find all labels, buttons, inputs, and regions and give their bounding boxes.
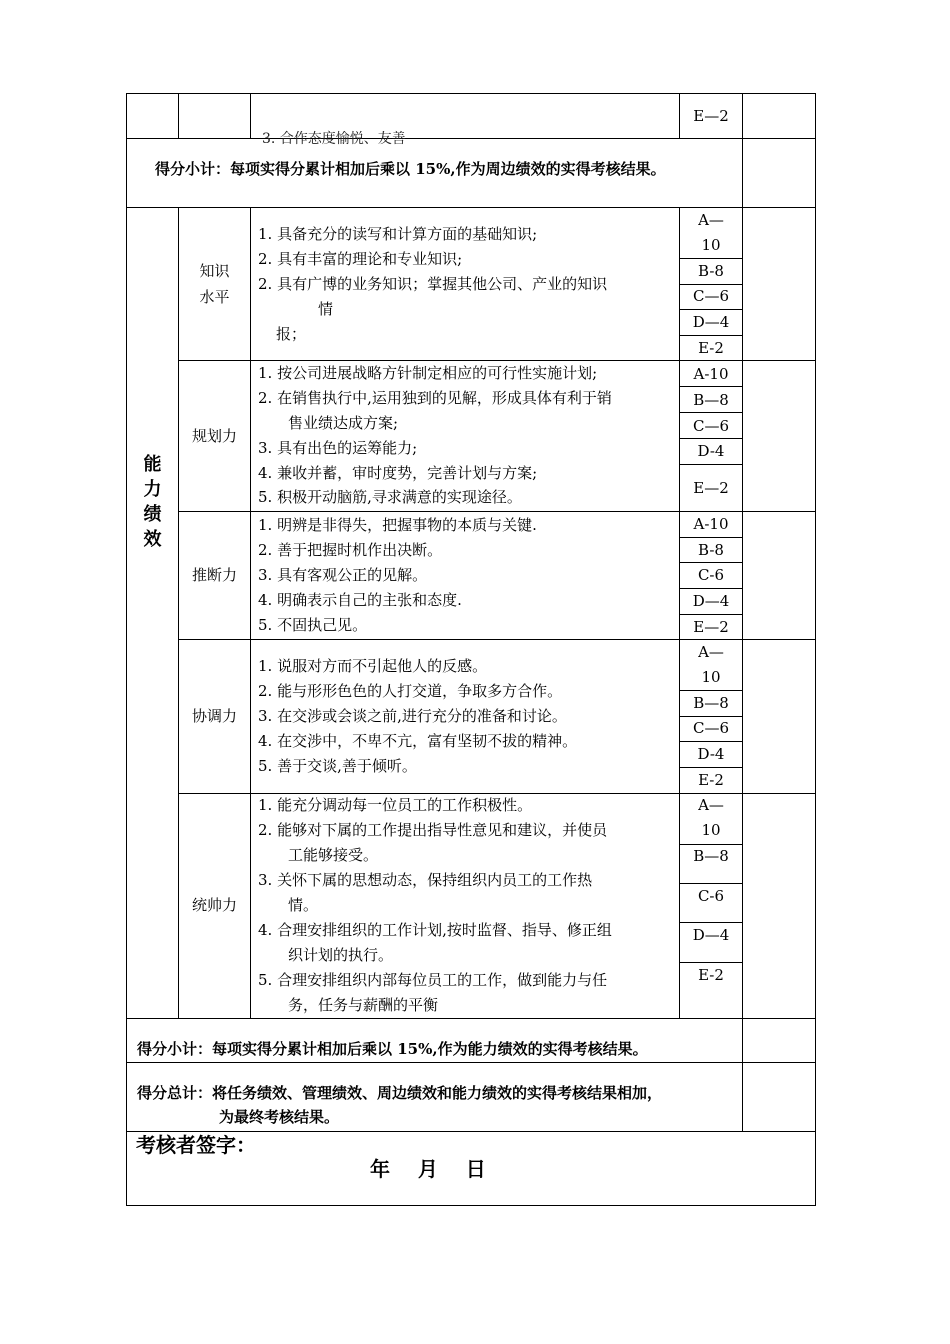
criterion-line: 2. 能够对下属的工作提出指导性意见和建议，并使员 bbox=[258, 821, 608, 839]
grade-a: A— bbox=[698, 796, 724, 814]
grade-d: D—4 bbox=[692, 926, 730, 944]
grade-a: 10 bbox=[701, 821, 721, 839]
grade-b: B—8 bbox=[693, 694, 729, 712]
grade-e: E-2 bbox=[698, 771, 724, 789]
criterion-line: 1. 明辨是非得失，把握事物的本质与关键. bbox=[258, 516, 537, 534]
grade-d: D-4 bbox=[697, 442, 725, 460]
grade-a: A-10 bbox=[693, 365, 729, 383]
criterion-line: 4. 明确表示自己的主张和态度. bbox=[258, 591, 462, 609]
grade-b: B-8 bbox=[698, 262, 724, 280]
grade-a: A-10 bbox=[693, 515, 729, 533]
section-char: 效 bbox=[143, 529, 162, 550]
category-leadership: 统帅力 bbox=[191, 896, 237, 914]
grade-a: 10 bbox=[701, 668, 721, 686]
criterion-line: 4. 合理安排组织的工作计划,按时监督、指导、修正组 bbox=[258, 921, 612, 939]
criterion-line: 2. 具有丰富的理论和专业知识; bbox=[258, 250, 463, 268]
grade-c: C—6 bbox=[692, 417, 730, 435]
criterion-line: 4. 在交涉中，不卑不亢，富有坚韧不拔的精神。 bbox=[258, 732, 578, 750]
grade-c: C-6 bbox=[697, 887, 725, 905]
criterion-line: 3. 在交涉或会谈之前,进行充分的准备和讨论。 bbox=[258, 707, 567, 725]
criterion-line: 务，任务与薪酬的平衡 bbox=[288, 996, 439, 1014]
criterion-line: 2. 能与形形色色的人打交道，争取多方合作。 bbox=[258, 682, 563, 700]
grade-c: C—6 bbox=[692, 287, 730, 305]
criterion-line: 1. 说服对方而不引起他人的反感。 bbox=[258, 657, 488, 675]
grade-b: B-8 bbox=[698, 541, 724, 559]
grade-a: A— bbox=[698, 211, 724, 229]
subtotal-ability: 得分小计：每项实得分累计相加后乘以 15%,作为能力绩效的实得考核结果。 bbox=[137, 1040, 648, 1058]
cut-criterion-text: 3. 合作态度愉悦、友善 bbox=[262, 131, 406, 147]
section-char: 力 bbox=[143, 479, 162, 500]
grade-c: C—6 bbox=[692, 719, 730, 737]
criterion-line: 售业绩达成方案; bbox=[288, 414, 399, 432]
criterion-line: 2. 善于把握时机作出决断。 bbox=[258, 541, 443, 559]
grade-a: 10 bbox=[701, 236, 721, 254]
criterion-line: 1. 能充分调动每一位员工的工作积极性。 bbox=[258, 796, 533, 814]
criterion-line: 情 bbox=[318, 300, 334, 318]
subtotal-peripheral: 得分小计：每项实得分累计相加后乘以 15%,作为周边绩效的实得考核结果。 bbox=[155, 160, 666, 178]
grade-c: C-6 bbox=[697, 566, 725, 584]
criterion-line: 2. 在销售执行中,运用独到的见解，形成具体有利于销 bbox=[258, 389, 612, 407]
section-label-ability bbox=[127, 452, 178, 552]
grade-b: B—8 bbox=[693, 847, 729, 865]
signature-label: 考核者签字： bbox=[136, 1133, 256, 1157]
grade-d: D—4 bbox=[692, 313, 730, 331]
criterion-line: 3. 关怀下属的思想动态，保持组织内员工的工作热 bbox=[258, 871, 593, 889]
criterion-line: 4. 兼收并蓄，审时度势，完善计划与方案; bbox=[258, 464, 538, 482]
category-knowledge: 知识 bbox=[199, 262, 230, 280]
criterion-line: 5. 积极开动脑筋,寻求满意的实现途径。 bbox=[258, 488, 522, 506]
criterion-line: 2. 具有广博的业务知识；掌握其他公司、产业的知识 bbox=[258, 275, 608, 293]
criterion-line: 5. 善于交谈,善于倾听。 bbox=[258, 757, 417, 775]
criterion-line: 报； bbox=[276, 325, 307, 343]
criterion-line: 5. 不固执己见。 bbox=[258, 616, 368, 634]
category-planning: 规划力 bbox=[191, 427, 237, 445]
grade-e: E-2 bbox=[698, 966, 724, 984]
category-knowledge: 水平 bbox=[199, 288, 230, 306]
signature-date: 年 月 日 bbox=[370, 1157, 486, 1181]
section-char: 能 bbox=[143, 454, 162, 475]
total-score-line: 为最终考核结果。 bbox=[219, 1108, 340, 1126]
criterion-line: 织计划的执行。 bbox=[288, 946, 394, 964]
criterion-line: 工能够接受。 bbox=[288, 846, 379, 864]
criterion-line: 1. 按公司进展战略方针制定相应的可行性实施计划; bbox=[258, 364, 598, 382]
category-coordination: 协调力 bbox=[191, 707, 237, 725]
grade-d: D-4 bbox=[697, 745, 725, 763]
criterion-line: 3. 具有出色的运筹能力; bbox=[258, 439, 418, 457]
grade-b: B—8 bbox=[693, 391, 729, 409]
total-score-line: 得分总计：将任务绩效、管理绩效、周边绩效和能力绩效的实得考核结果相加， bbox=[137, 1084, 663, 1102]
criterion-line: 5. 合理安排组织内部每位员工的工作，做到能力与任 bbox=[258, 971, 608, 989]
grade-d: D—4 bbox=[692, 592, 730, 610]
grade-e: E—2 bbox=[693, 107, 729, 125]
criterion-line: 3. 具有客观公正的见解。 bbox=[258, 566, 428, 584]
category-judgment: 推断力 bbox=[191, 566, 237, 584]
criterion-line: 情。 bbox=[288, 896, 319, 914]
grade-e: E—2 bbox=[693, 618, 729, 636]
grade-a: A— bbox=[698, 643, 724, 661]
grade-e: E—2 bbox=[693, 479, 729, 497]
section-char: 绩 bbox=[143, 504, 162, 525]
criterion-line: 1. 具备充分的读写和计算方面的基础知识; bbox=[258, 225, 538, 243]
grade-e: E-2 bbox=[698, 339, 724, 357]
